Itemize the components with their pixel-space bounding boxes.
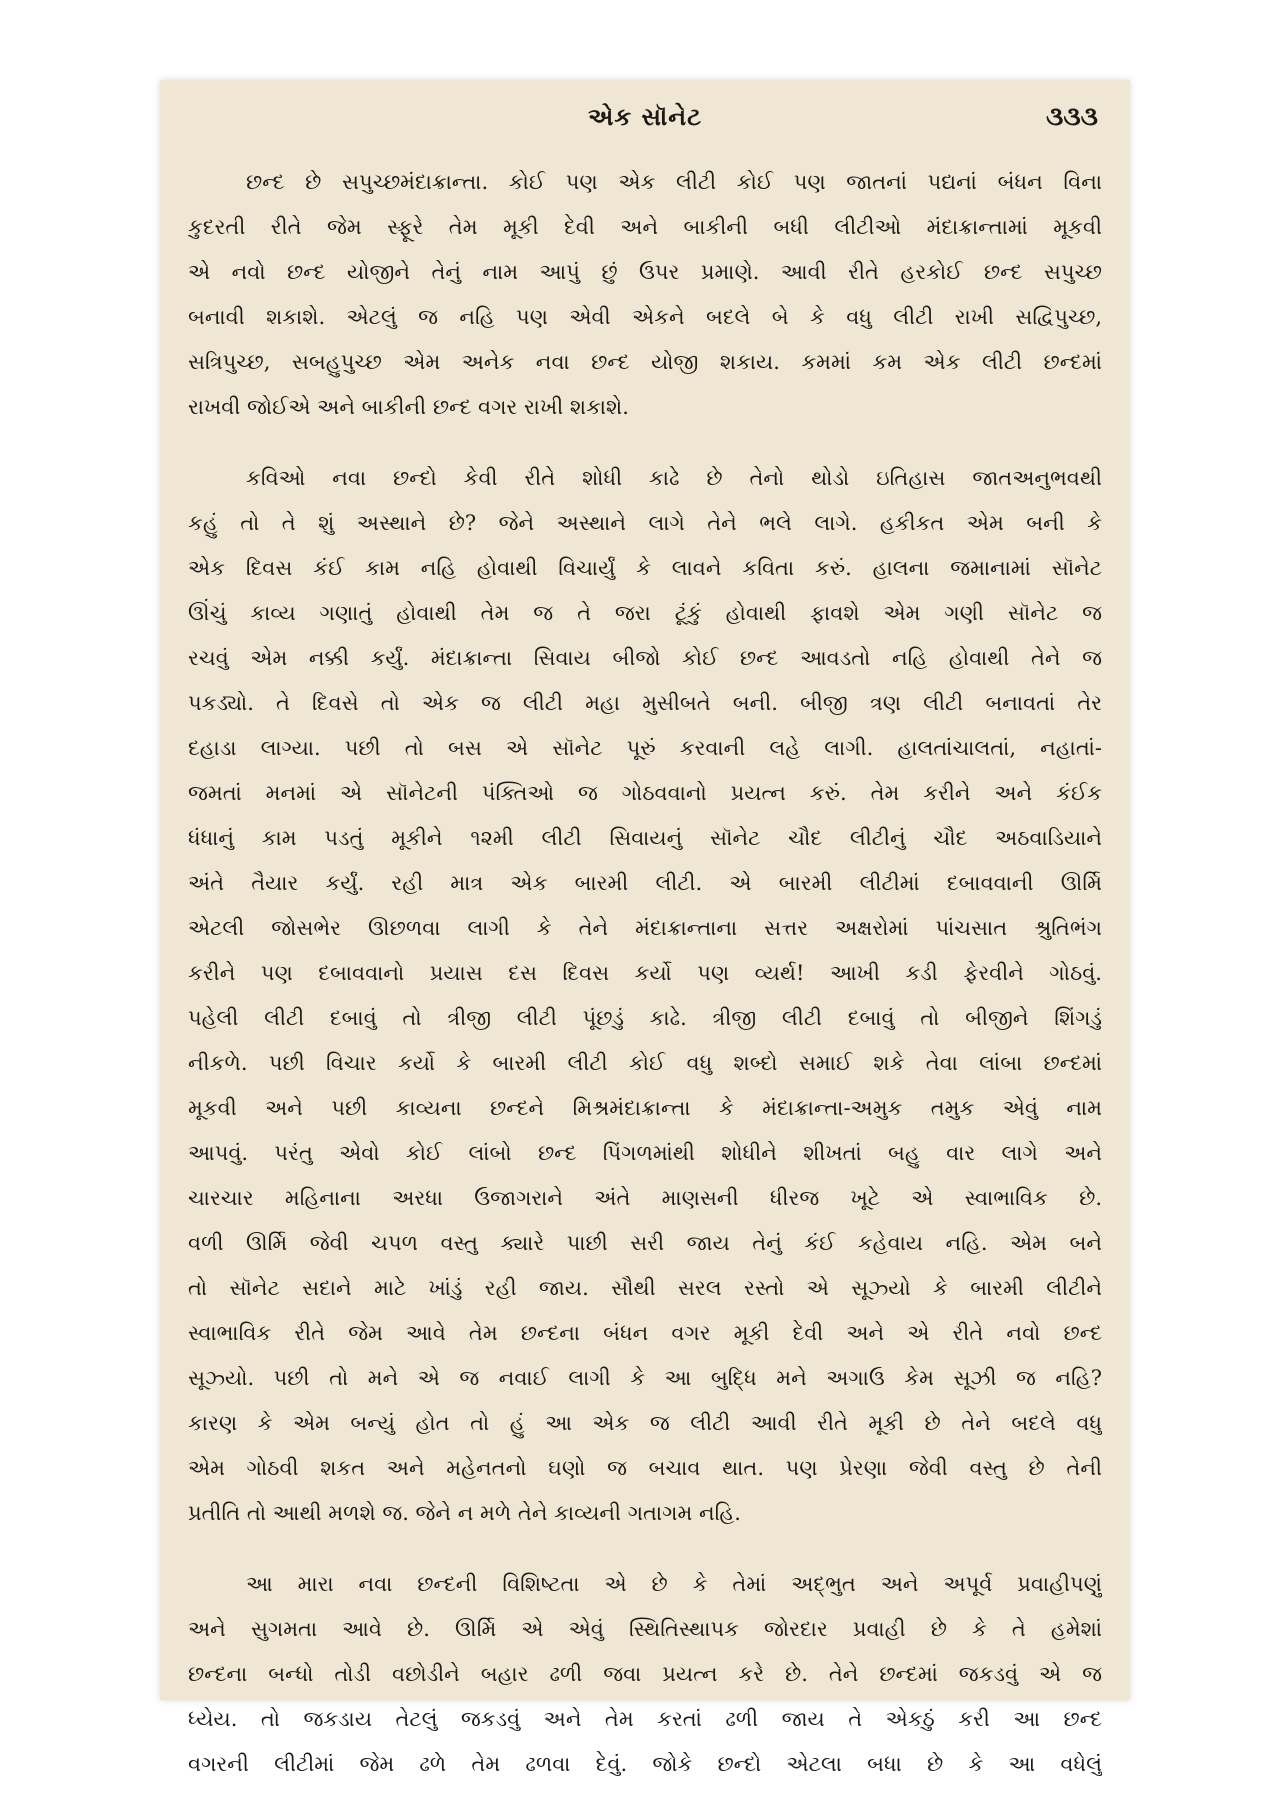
text-line: અંતે તૈયાર કર્યું. રહી માત્ર એક બારમી લીટી. એ બારમી લીટીમાં દબાવવાની ઊર્મિ (188, 871, 1102, 895)
text-line: કવિઓ નવા છન્દો કેવી રીતે શોધી કાઢે છે તેનો થોડો ઇતિહાસ જાતઅનુભવથી (246, 466, 1102, 490)
text-line: પહેલી લીટી દબાવું તો ત્રીજી લીટી પૂંછડું કાઢે. ત્રીજી લીટી દબાવું તો બીજીને શિંગડું (188, 1006, 1102, 1030)
text-line: પકડ્યો. તે દિવસે તો એક જ લીટી મહા મુસીબતે બની. બીજી ત્રણ લીટી બનાવતાં તેર (188, 691, 1102, 715)
running-title: એક સૉનેટ (587, 102, 703, 131)
paragraph (188, 456, 1102, 1536)
text-line: એક દિવસ કંઈ કામ નહિ હોવાથી વિચાર્યું કે લાવને કવિતા કરું. હાલના જમાનામાં સૉનેટ (188, 556, 1102, 580)
text-line: છન્દ છે સપુચ્છમંદાક્રાન્તા. કોઈ પણ એક લીટી કોઈ પણ જાતનાં પદ્યનાં બંધન વિના (246, 170, 1102, 194)
text-line: દહાડા લાગ્યા. પછી તો બસ એ સૉનેટ પૂરું કરવાની લહે લાગી. હાલતાંચાલતાં, નહાતાં- (188, 736, 1102, 760)
text-line: અને સુગમતા આવે છે. ઊર્મિ એ એવું સ્થિતિસ્થાપક જોરદાર પ્રવાહી છે કે તે હમેશાં (188, 1617, 1102, 1641)
text-line: બનાવી શકાશે. એટલું જ નહિ પણ એવી એકને બદલે બે કે વધુ લીટી રાખી સદ્વિપુચ્છ, (188, 305, 1102, 329)
text-line: વગરની લીટીમાં જેમ ઢળે તેમ ઢળવા દેવું. જોકે છન્દો એટલા બધા છે કે આ વધેલું (188, 1752, 1102, 1776)
text-line: કારણ કે એમ બન્યું હોત તો હું આ એક જ લીટી આવી રીતે મૂકી છે તેને બદલે વધુ (188, 1411, 1102, 1435)
body-text (188, 160, 1102, 1813)
text-line: એ નવો છન્દ યોજીને તેનું નામ આપું છું ઉપર પ્રમાણે. આવી રીતે હરકોઈ છન્દ સપુચ્છ (188, 260, 1102, 284)
text-line: આ મારા નવા છન્દની વિશિષ્ટતા એ છે કે તેમાં અદ્ભુત અને અપૂર્વ પ્રવાહીપણું (246, 1572, 1102, 1596)
text-line: સૂઝ્યો. પછી તો મને એ જ નવાઈ લાગી કે આ બુદ્ધિ મને અગાઉ કેમ સૂઝી જ નહિ? (188, 1366, 1102, 1390)
text-line: એમ ગોઠવી શકત અને મહેનતનો ઘણો જ બચાવ થાત. પણ પ્રેરણા જેવી વસ્તુ છે તેની (188, 1456, 1102, 1480)
text-line: નીકળે. પછી વિચાર કર્યો કે બારમી લીટી કોઈ વધુ શબ્દો સમાઈ શકે તેવા લાંબા છન્દમાં (188, 1051, 1102, 1075)
text-line: રચવું એમ નક્કી કર્યું. મંદાક્રાન્તા સિવાય બીજો કોઈ છન્દ આવડતો નહિ હોવાથી તેને જ (188, 646, 1102, 670)
text-line: ધ્યેય. તો જકડાય તેટલું જકડવું અને તેમ કરતાં ઢળી જાય તે એકઠું કરી આ છન્દ (188, 1707, 1102, 1731)
text-line: રાખવી જોઈએ અને બાકીની છન્દ વગર રાખી શકાશે. (188, 395, 629, 419)
text-line: સ્વાભાવિક રીતે જેમ આવે તેમ છન્દના બંધન વગર મૂકી દેવી અને એ રીતે નવો છન્દ (188, 1321, 1102, 1345)
paragraph (188, 1562, 1102, 1787)
text-line: એટલી જોસભેર ઊછળવા લાગી કે તેને મંદાક્રાન્તાના સત્તર અક્ષરોમાં પાંચસાત શ્રુતિભંગ (188, 916, 1102, 940)
text-line: તો સૉનેટ સદાને માટે ખાંડું રહી જાય. સૌથી સરલ રસ્તો એ સૂઝ્યો કે બારમી લીટીને (188, 1276, 1102, 1300)
page-number: ૩૩૩ (1046, 102, 1098, 132)
text-line: છન્દના બન્ધો તોડી વછોડીને બહાર ઢળી જવા પ્રયત્ન કરે છે. તેને છન્દમાં જકડવું એ જ (188, 1662, 1102, 1686)
text-line: ચારચાર મહિનાના અરધા ઉજાગરાને અંતે માણસની ધીરજ ખૂટે એ સ્વાભાવિક છે. (188, 1186, 1102, 1210)
text-line: પ્રતીતિ તો આથી મળશે જ. જેને ન મળે તેને કાવ્યની ગતાગમ નહિ. (188, 1501, 741, 1525)
text-line: જમતાં મનમાં એ સૉનેટની પંક્તિઓ જ ગોઠવવાનો પ્રયત્ન કરું. તેમ કરીને અને કંઈક (188, 781, 1102, 805)
text-line: ધંધાનું કામ પડતું મૂકીને ૧૨મી લીટી સિવાયનું સૉનેટ ચૌદ લીટીનું ચૌદ અઠવાડિયાને (188, 826, 1102, 850)
text-line: સત્રિપુચ્છ, સબહુપુચ્છ એમ અનેક નવા છન્દ યોજી શકાય. કમમાં કમ એક લીટી છન્દમાં (188, 350, 1102, 374)
text-line: કહું તો તે શું અસ્થાને છે? જેને અસ્થાને લાગે તેને ભલે લાગે. હકીકત એમ બની કે (188, 511, 1102, 535)
text-line: ઊંચું કાવ્ય ગણાતું હોવાથી તેમ જ તે જરા ટૂંકું હોવાથી ફાવશે એમ ગણી સૉનેટ જ (188, 601, 1102, 625)
text-line: કુદરતી રીતે જેમ સ્ફૂરે તેમ મૂકી દેવી અને બાકીની બધી લીટીઓ મંદાક્રાન્તામાં મૂકવી (188, 215, 1102, 239)
text-line: કરીને પણ દબાવવાનો પ્રયાસ દસ દિવસ કર્યો પણ વ્યર્થ! આખી કડી ફેરવીને ગોઠવું. (188, 961, 1102, 985)
paragraph (188, 160, 1102, 430)
text-line: આપવું. પરંતુ એવો કોઈ લાંબો છન્દ પિંગળમાંથી શોધીને શીખતાં બહુ વાર લાગે અને (188, 1141, 1102, 1165)
text-line: વળી ઊર્મિ જેવી ચપળ વસ્તુ ક્યારે પાછી સરી જાય તેનું કંઈ કહેવાય નહિ. એમ બને (188, 1231, 1102, 1255)
book-page (160, 80, 1130, 1776)
running-head (160, 102, 1130, 142)
text-line: મૂકવી અને પછી કાવ્યના છન્દને મિશ્રમંદાક્રાન્તા કે મંદાક્રાન્તા-અમુક તમુક એવું નામ (188, 1096, 1102, 1120)
